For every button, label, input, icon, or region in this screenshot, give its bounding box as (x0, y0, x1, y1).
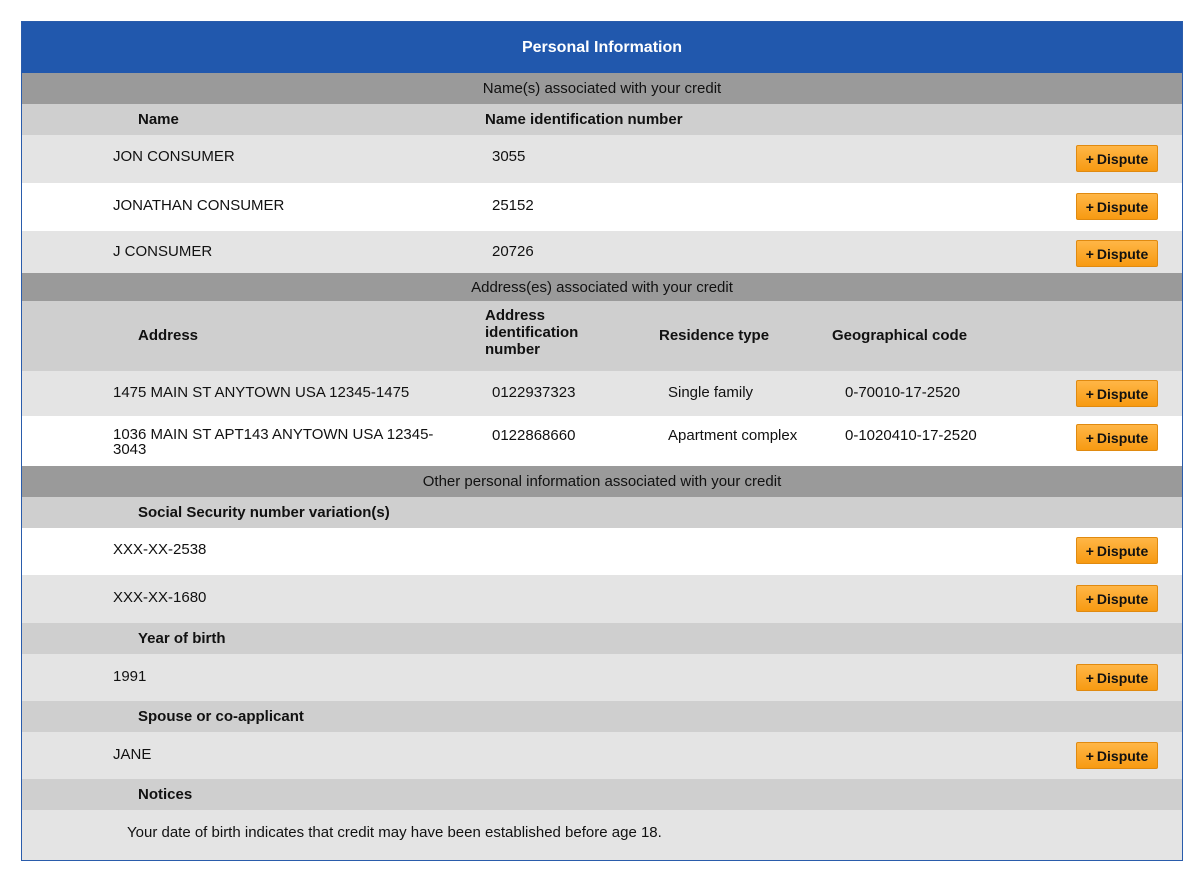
address-id-value: 0122868660 (492, 427, 576, 444)
plus-icon: + (1085, 385, 1094, 402)
dispute-button[interactable] (1076, 193, 1158, 220)
dispute-label: Dispute (1096, 747, 1149, 764)
address-id-label-line: Address (485, 307, 546, 324)
dispute-button[interactable] (1076, 664, 1158, 691)
names-section-heading: Name(s) associated with your credit (22, 73, 1182, 104)
dispute-label: Dispute (1096, 669, 1149, 686)
name-id-value: 3055 (492, 148, 526, 165)
name-column-label: Name (138, 111, 179, 128)
ssn-value: XXX-XX-2538 (113, 541, 207, 558)
spouse-label: Spouse or co-applicant (138, 708, 304, 725)
address-value: 1475 MAIN ST ANYTOWN USA 12345-1475 (113, 384, 410, 401)
ssn-header (22, 497, 1182, 528)
notices-label: Notices (138, 786, 193, 803)
geographical-code-column-label: Geographical code (832, 327, 968, 344)
year-of-birth-header (22, 623, 1182, 654)
personal-information-panel (21, 21, 1183, 861)
notice-row (22, 810, 1182, 857)
table-row (22, 575, 1182, 623)
notice-text: Your date of birth indicates that credit may have been established before age 18. (127, 824, 662, 841)
plus-icon: + (1085, 198, 1094, 215)
address-value (113, 427, 483, 457)
year-of-birth-value: 1991 (113, 668, 147, 685)
plus-icon: + (1085, 590, 1094, 607)
table-row (22, 135, 1182, 183)
name-id-value: 25152 (492, 197, 534, 214)
address-column-label: Address (138, 327, 199, 344)
dispute-label: Dispute (1096, 385, 1149, 402)
names-column-header (22, 104, 1182, 135)
spouse-header (22, 701, 1182, 732)
dispute-button[interactable] (1076, 380, 1158, 407)
plus-icon: + (1085, 245, 1094, 262)
table-row (22, 183, 1182, 231)
name-value: JONATHAN CONSUMER (113, 197, 285, 214)
address-line: 3043 (113, 441, 147, 458)
dispute-button[interactable] (1076, 742, 1158, 769)
plus-icon: + (1085, 429, 1094, 446)
table-row (22, 371, 1182, 416)
ssn-value: XXX-XX-1680 (113, 589, 207, 606)
address-column-header (22, 301, 1182, 371)
ssn-label: Social Security number variation(s) (138, 504, 390, 521)
table-row (22, 654, 1182, 701)
residence-type-value: Apartment complex (668, 427, 798, 444)
residence-type-column-label: Residence type (659, 327, 770, 344)
residence-type-value: Single family (668, 384, 754, 401)
table-row (22, 231, 1182, 273)
name-value: JON CONSUMER (113, 148, 235, 165)
geographical-code-value: 0-1020410-17-2520 (845, 427, 977, 444)
dispute-button[interactable] (1076, 537, 1158, 564)
dispute-button[interactable] (1076, 240, 1158, 267)
name-value: J CONSUMER (113, 243, 213, 260)
dispute-button[interactable] (1076, 585, 1158, 612)
notices-header (22, 779, 1182, 810)
plus-icon: + (1085, 747, 1094, 764)
name-id-column-label: Name identification number (485, 111, 683, 128)
other-section-heading: Other personal information associated with your credit (22, 466, 1182, 497)
table-row (22, 528, 1182, 575)
dispute-label: Dispute (1096, 245, 1149, 262)
dispute-label: Dispute (1096, 542, 1149, 559)
plus-icon: + (1085, 542, 1094, 559)
address-id-column-label (485, 307, 578, 358)
geographical-code-value: 0-70010-17-2520 (845, 384, 961, 401)
spouse-value: JANE (113, 746, 152, 763)
dispute-label: Dispute (1096, 590, 1149, 607)
plus-icon: + (1085, 150, 1094, 167)
plus-icon: + (1085, 669, 1094, 686)
address-id-label-line: number (485, 341, 541, 358)
address-line: 1036 MAIN ST APT143 ANYTOWN USA 12345- (113, 426, 434, 443)
name-id-value: 20726 (492, 243, 534, 260)
dispute-button[interactable] (1076, 424, 1158, 451)
dispute-label: Dispute (1096, 198, 1149, 215)
panel-title: Personal Information (22, 22, 1182, 73)
table-row (22, 416, 1182, 466)
address-id-label-line: identification (485, 324, 579, 341)
dispute-label: Dispute (1096, 429, 1149, 446)
address-id-value: 0122937323 (492, 384, 576, 401)
dispute-button[interactable] (1076, 145, 1158, 172)
dispute-label: Dispute (1096, 150, 1149, 167)
table-row (22, 732, 1182, 779)
year-of-birth-label: Year of birth (138, 630, 226, 647)
address-section-heading: Address(es) associated with your credit (22, 273, 1182, 301)
